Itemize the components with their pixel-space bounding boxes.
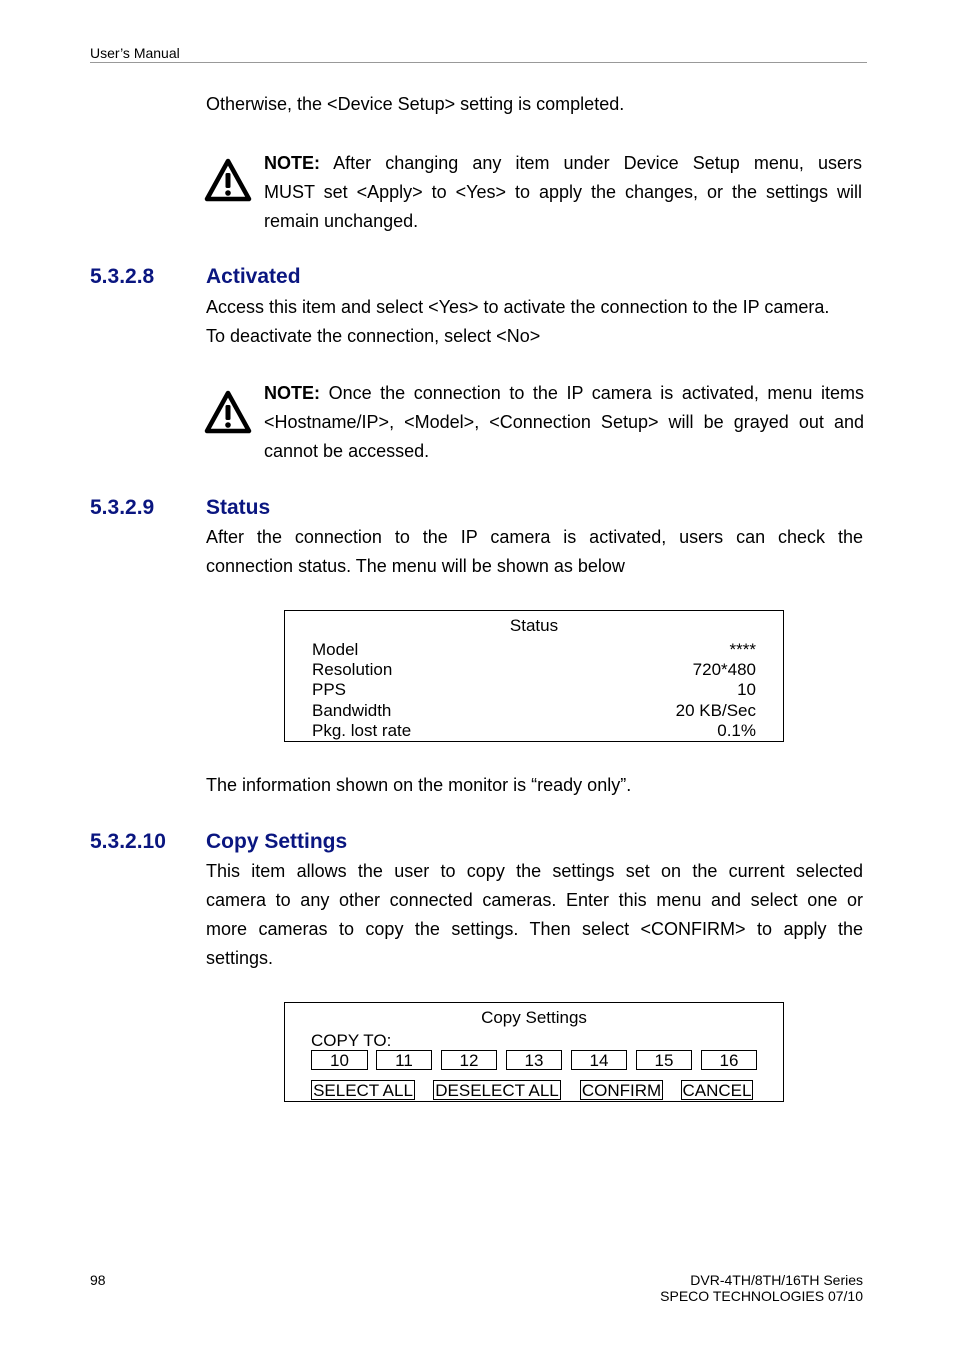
status-read-only-note: The information shown on the monitor is “ready only”. [206,775,632,795]
camera-checkbox-11[interactable]: 11 [376,1050,432,1070]
activated-line-1: Access this item and select <Yes> to activate the connection to the IP camera. [206,297,830,317]
header-rule [90,62,867,63]
activated-line-2: To deactivate the connection, select <No> [206,326,541,346]
section-title-copy: Copy Settings [206,830,348,853]
status-value: 0.1% [717,721,756,740]
camera-checkbox-15[interactable]: 15 [636,1050,692,1070]
cancel-button[interactable]: CANCEL [682,1081,752,1100]
note-2-label: NOTE: [264,383,320,403]
copy-line-4: settings. [206,948,274,968]
status-row-resolution [312,660,756,680]
note-1-line-3: remain unchanged. [264,211,419,231]
status-row-pkg-lost-rate [312,721,756,741]
note-2-text-1: Once the connection to the IP camera is activated, menu items [328,383,864,403]
note-1 [264,149,862,236]
status-value: **** [729,640,756,659]
copy-line-3: more cameras to copy the settings. Then select <CONFIRM> to apply the [206,919,863,939]
note-2-line-3: cannot be accessed. [264,441,430,461]
status-line-1: After the connection to the IP camera is activated, users can check the [206,527,863,547]
status-label: Bandwidth [312,701,392,720]
copy-line-2: camera to any other connected cameras. Enter this menu and select one or [206,890,863,910]
section-title-status: Status [206,496,271,519]
status-value: 10 [737,680,756,699]
camera-checkbox-12[interactable]: 12 [441,1050,497,1070]
status-menu-title: Status [509,616,559,635]
page-number: 98 [90,1272,106,1288]
status-line-2: connection status. The menu will be shown as below [206,556,625,576]
section-number-activated: 5.3.2.8 [90,265,155,288]
deselect-all-button[interactable]: DESELECT ALL [433,1080,561,1100]
status-label: PPS [312,680,347,699]
camera-checkbox-10[interactable]: 10 [311,1050,368,1070]
status-label: Resolution [312,660,393,679]
copy-menu-title: Copy Settings [481,1008,587,1027]
note-2-line-2: <Hostname/IP>, <Model>, <Connection Setup> will be grayed out and [264,412,864,432]
section-number-status: 5.3.2.9 [90,496,155,519]
note-1-text-1: After changing any item under Device Setup menu, users [333,153,862,173]
status-label: Model [312,640,359,659]
footer-info [660,1272,863,1304]
running-header: User’s Manual [90,45,180,61]
status-value: 720*480 [692,660,756,679]
note-1-line-2: MUST set <Apply> to <Yes> to apply the changes, or the settings will [264,182,862,202]
warning-triangle-icon [204,158,252,202]
section-title-activated: Activated [206,265,301,288]
camera-checkbox-13[interactable]: 13 [506,1050,562,1070]
copy-body [206,857,863,973]
intro-text: Otherwise, the <Device Setup> setting is completed. [206,94,625,114]
status-body [206,523,863,581]
status-label: Pkg. lost rate [312,721,412,740]
status-row-bandwidth [312,701,756,721]
copy-to-label: COPY TO: [311,1031,392,1050]
note-1-label: NOTE: [264,153,320,173]
status-value: 20 KB/Sec [675,701,756,720]
section-number-copy: 5.3.2.10 [90,830,166,853]
camera-checkbox-16[interactable]: 16 [701,1050,757,1070]
footer-company: SPECO TECHNOLOGIES 07/10 [660,1288,863,1304]
status-row-pps [312,680,756,700]
note-1-line-1 [264,149,862,178]
note-2-line-1 [264,379,864,408]
copy-line-1: This item allows the user to copy the settings set on the current selected [206,861,863,881]
status-row-model [312,640,756,660]
select-all-button[interactable]: SELECT ALL [311,1080,415,1100]
warning-triangle-icon [204,390,252,434]
activated-body [206,293,870,351]
footer-series: DVR-4TH/8TH/16TH Series [690,1272,863,1288]
status-menu [284,610,784,742]
note-2 [264,379,864,466]
confirm-button[interactable]: CONFIRM [581,1081,662,1100]
camera-checkbox-14[interactable]: 14 [571,1050,627,1070]
